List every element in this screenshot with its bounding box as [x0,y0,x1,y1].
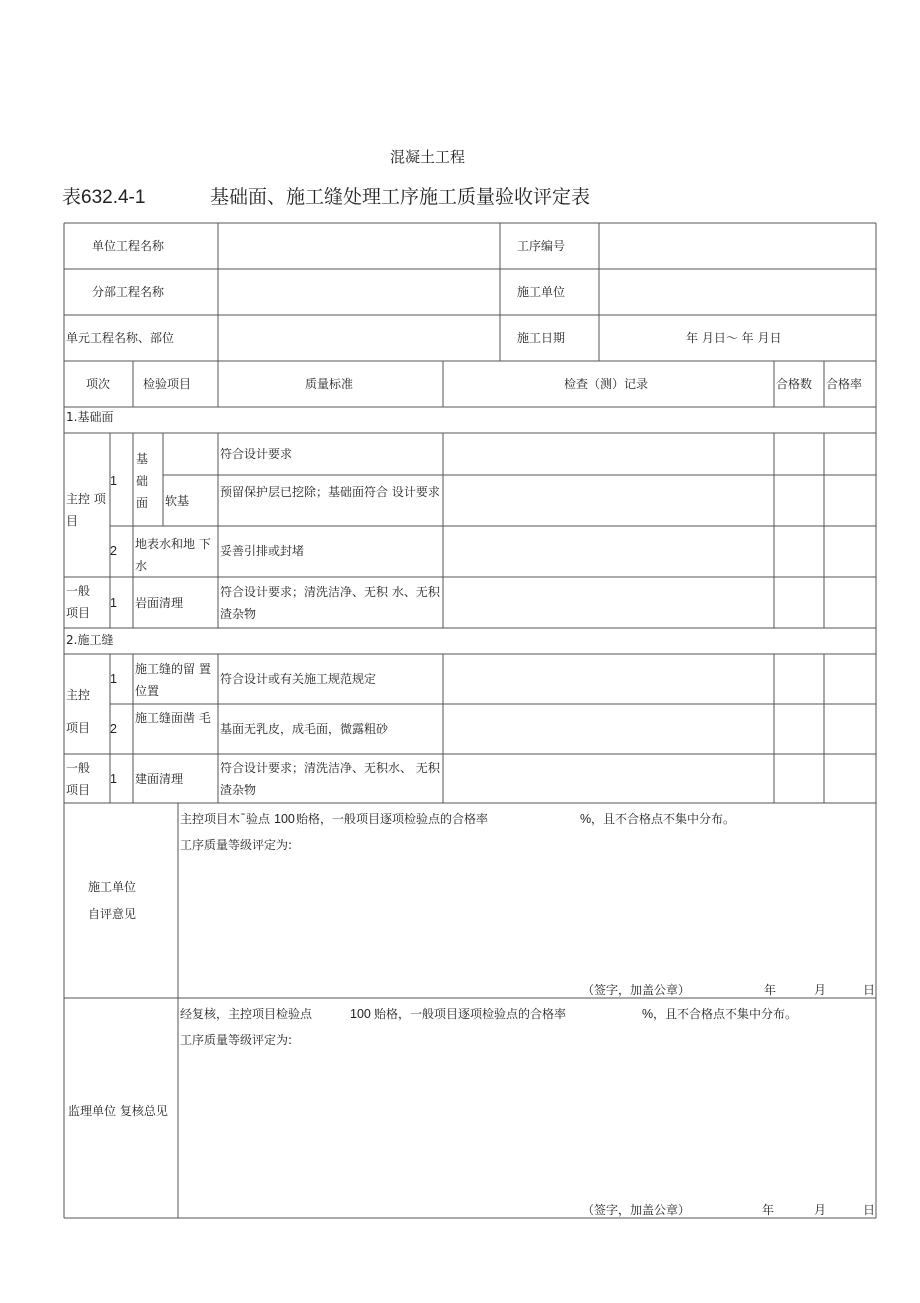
branch-project-label: 分部工程名称 [92,285,165,299]
section1-title: 1.基础面 [66,410,114,424]
form-title: 基础面、施工缝处理工序施工质量验收评定表 [210,186,591,208]
col-pass-count: 合格数 [776,377,813,391]
self-eval-year: 年 [764,983,777,997]
s2-row1-item: 施工缝的留 置位置 [135,662,211,698]
review-label: 监理单位 复核总见 [68,1104,168,1118]
review-year: 年 [762,1203,775,1217]
date-label: 施工日期 [517,331,566,345]
s1-row1-std: 符合设计要求 [220,447,293,461]
s1-row1-item: 基 础 面 [136,452,149,510]
s2-row1-std: 符合设计或有关施工规范规定 [220,672,377,686]
section1-main-label: 主控 项目 [66,492,106,528]
date-value: 年 月日～ 年 月日 [686,331,782,345]
s2-row1-no: 1 [110,672,117,686]
review-day: 日 [863,1203,876,1217]
self-eval-sign: （签字，加盖公章） [582,983,691,997]
s2-row2-item: 施工缝面凿 毛 [135,711,211,725]
s2-row3-item: 建面清理 [135,772,184,786]
review-num: 100 [350,1007,371,1021]
self-eval-text-c: ，且不合格点不集中分布。 [591,812,736,826]
s1-row3-item: 岩面清理 [135,596,184,610]
s1-row1-no: 1 [110,474,117,488]
s1-row3-std: 符合设计要求；清洗洁净、无积 水、无积渣杂物 [220,585,440,621]
s1-row2-std: 妥善引排或封堵 [220,544,305,558]
section1-general-label: 一般 项目 [66,584,91,620]
s2-row3-no: 1 [110,772,117,786]
col-check-item: 检验项目 [143,377,192,391]
col-item-no: 项次 [86,377,111,391]
col-pass-rate: 合格率 [826,377,863,391]
contractor-label: 施工单位 [517,285,566,299]
table-code: 表632.4-1 [62,187,146,208]
section2-title: 2.施工缝 [66,633,114,647]
element-label: 单元工程名称、部位 [66,331,175,345]
s1-row1b-sub: 软基 [165,494,190,508]
review-text-c: ，且不合格点不集中分布。 [653,1007,798,1021]
review-pct: % [642,1007,654,1021]
col-standard: 质量标准 [305,377,354,391]
review-text-a: 经复核，主控项目检验点 [180,1007,313,1021]
unit-project-label: 单位工程名称 [92,239,165,253]
self-eval-day: 日 [863,983,876,997]
col-record: 检查（测）记录 [564,377,649,391]
review-text-b: 贻格，一般项目逐项检验点的合格率 [374,1007,567,1021]
process-no-label: 工序编号 [517,239,566,253]
s2-row2-std: 基面无乳皮，成毛面，微露粗砂 [220,722,389,736]
s1-row3-no: 1 [110,596,117,610]
self-eval-month: 月 [814,983,827,997]
s1-row1b-std: 预留保护层已挖除；基础面符合 设计要求 [220,485,440,499]
s1-row2-no: 2 [110,544,117,558]
s1-row2-item: 地表水和地 下水 [135,537,211,573]
self-eval-label-2: 自评意见 [88,907,137,921]
review-month: 月 [814,1203,827,1217]
s2-row2-no: 2 [110,722,117,736]
self-eval-num: 100 [274,812,295,826]
self-eval-grade: 工序质量等级评定为: [180,838,293,852]
self-eval-label-1: 施工单位 [88,880,137,894]
s2-row3-std: 符合设计要求；清洗洁净、无积水、 无积渣杂物 [220,761,440,797]
self-eval-text-a: 主控项目木ˉ验点 [180,812,271,826]
review-sign: （签字，加盖公章） [582,1203,691,1217]
page-title: 混凝土工程 [390,148,466,166]
review-grade: 工序质量等级评定为: [180,1033,293,1047]
section2-main-label: 主控 项目 [66,688,91,735]
self-eval-text-b: 贻格，一般项目逐项检验点的合格率 [296,812,489,826]
section2-general-label: 一般 项目 [66,761,91,797]
self-eval-pct: % [580,812,592,826]
